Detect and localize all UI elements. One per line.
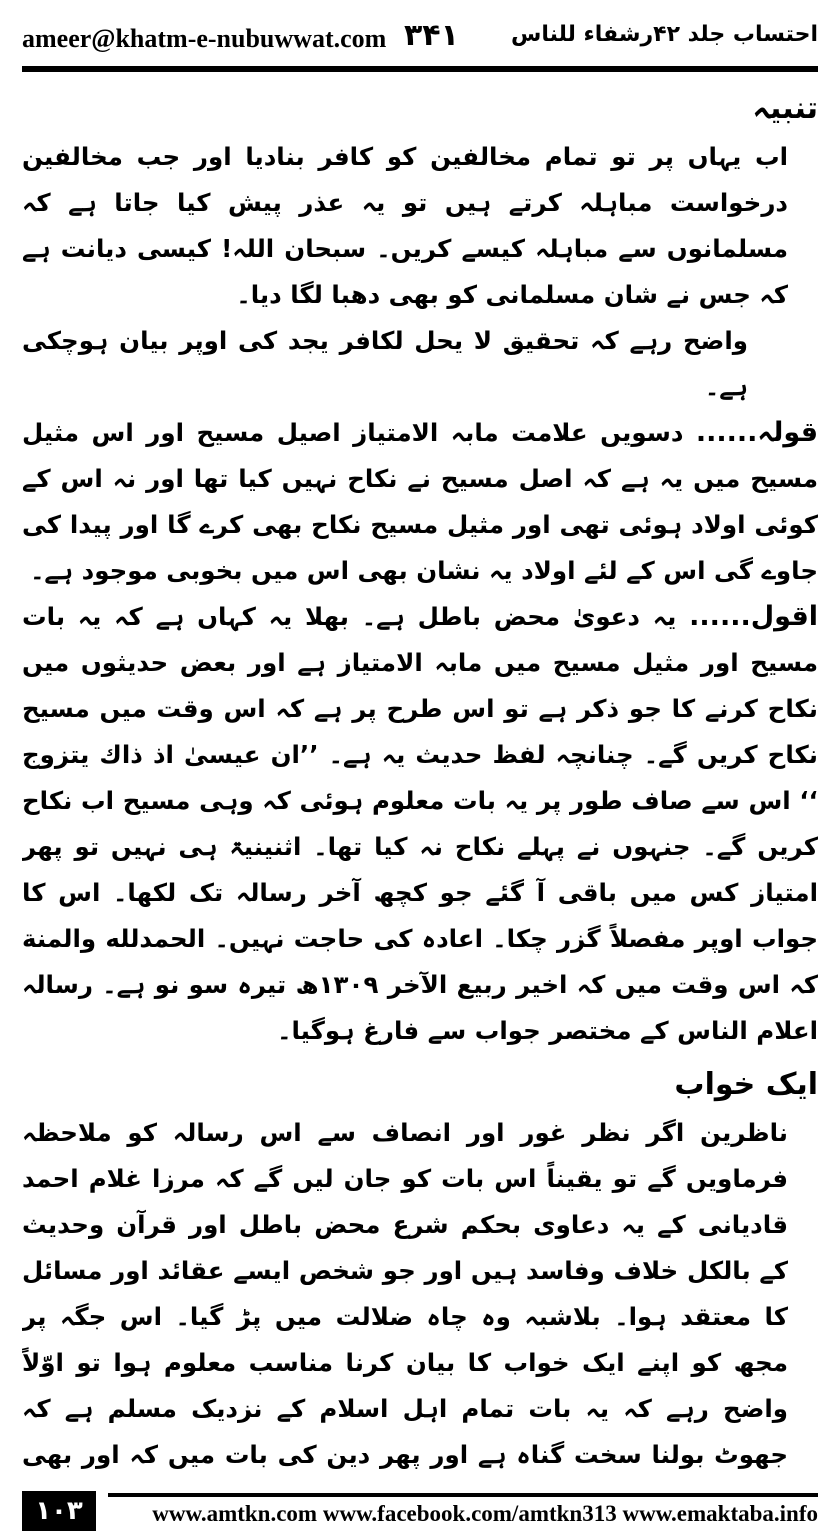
- header-email: ameer@khatm-e-nubuwwat.com: [22, 24, 387, 53]
- text-qoul: دسویں علامت مابہ الامتیاز اصیل مسیح اور اس مثیل مسیح میں یہ ہے کہ اصل مسیح نے نکاح نہیں کیا تھا اور نہ اس کے کوئی اولاد ہوئی تھی اور مثیل مسیح نکاح بھی کرے گا اور پیدا کی جاوے گی اس کے لئے اولاد یہ نشان بھی اس میں بخوبی موجود ہے۔: [22, 418, 818, 585]
- text-aqool: یہ دعویٰ محض باطل ہے۔ بھلا یہ کہاں ہے کہ یہ بات مسیح اور مثیل مسیح میں مابہ الامتیاز ہے اور بعض حدیثوں میں نکاح کرنے کا جو ذکر ہے تو اس طرح پر ہے کہ اس وقت میں مسیح نکاح کریں گے۔ چنانچہ لفظ حدیث یہ ہے۔ ’’ان عیسیٰ اذ ذاك یتزوج ‘‘ اس سے صاف طور پر یہ بات معلوم ہوئی کہ وہی مسیح اب نکاح کریں گے۔ جنہوں نے پہلے نکاح نہ کیا تھا۔ اثنینیۃ ہی نہیں تو پھر امتیاز کس میں باقی آ گئے جو کچھ آخر رسالہ تک لکھا۔ اس کا جواب اوپر مفصلاً گزر چکا۔ اعادہ کی حاجت نہیں۔ الحمدلله والمنة کہ اس وقت میں کہ اخیر ربیع الآخر ۱۳۰۹ھ تیرہ سو نو ہے۔ رسالہ اعلام الناس کے مختصر جواب سے فارغ ہوگیا۔: [22, 602, 818, 1045]
- paragraph-khwab: ناظرین اگر نظر غور اور انصاف سے اس رسالہ کو ملاحظہ فرماویں گے تو یقیناً اس بات کو جان لیں گے کہ مرزا غلام احمد قادیانی کے یہ دعاوی بحکم شرع محض باطل اور قرآن وحدیث کے بالکل خلاف وفاسد ہیں اور جو شخص ایسے عقائد اور مسائل کا معتقد ہوا۔ بلاشبہ وہ چاہ ضلالت میں پڑ گیا۔ اس جگہ پر مجھ کو اپنے ایک خواب کا بیان کرنا مناسب معلوم ہوا تو اوّلاً واضح رہے کہ یہ بات تمام اہل اسلام کے نزدیک مسلم ہے کہ جھوٹ بولنا سخت گناہ ہے اور پھر دین کی بات میں کہ اور بھی: [22, 1118, 788, 1469]
- page-header: [22, 18, 818, 58]
- page-footer: [22, 1491, 818, 1531]
- paragraph-aqool: [22, 594, 818, 1054]
- header-book-title: احتساب جلد ۴۲رشفاء للناس: [511, 22, 818, 47]
- header-page-number: ۳۴۱: [404, 18, 459, 53]
- label-qoul: قولہ......: [695, 417, 818, 448]
- paragraph-tanbeeh: اب یہاں پر تو تمام مخالفین کو کافر بنادیا اور جب مخالفین درخواست مباہلہ کرتے ہیں تو یہ عذر پیش کیا جاتا ہے کہ مسلمانوں سے مباہلہ کیسے کریں۔ سبحان اللہ! کیسی دیانت ہے کہ جس نے شان مسلمانی کو بھی دھبا لگا دیا۔: [22, 142, 788, 309]
- paragraph-qoul: [22, 410, 818, 594]
- heading-tanbeeh: تنبیہ: [752, 91, 818, 126]
- heading-ek-khwab: ایک خواب: [674, 1067, 818, 1102]
- footer-links: www.amtkn.com www.facebook.com/amtkn313 www.emaktaba.info: [152, 1501, 818, 1526]
- page-body: [22, 78, 818, 1478]
- footer-page-number: ۱۰۳: [22, 1491, 96, 1531]
- label-aqool: اقول......: [689, 601, 818, 632]
- header-divider: [22, 66, 818, 72]
- footer-divider: [108, 1493, 818, 1497]
- paragraph-note: واضح رہے کہ تحقیق لا یحل لکافر یجد کی اوپر بیان ہوچکی ہے۔: [22, 326, 748, 401]
